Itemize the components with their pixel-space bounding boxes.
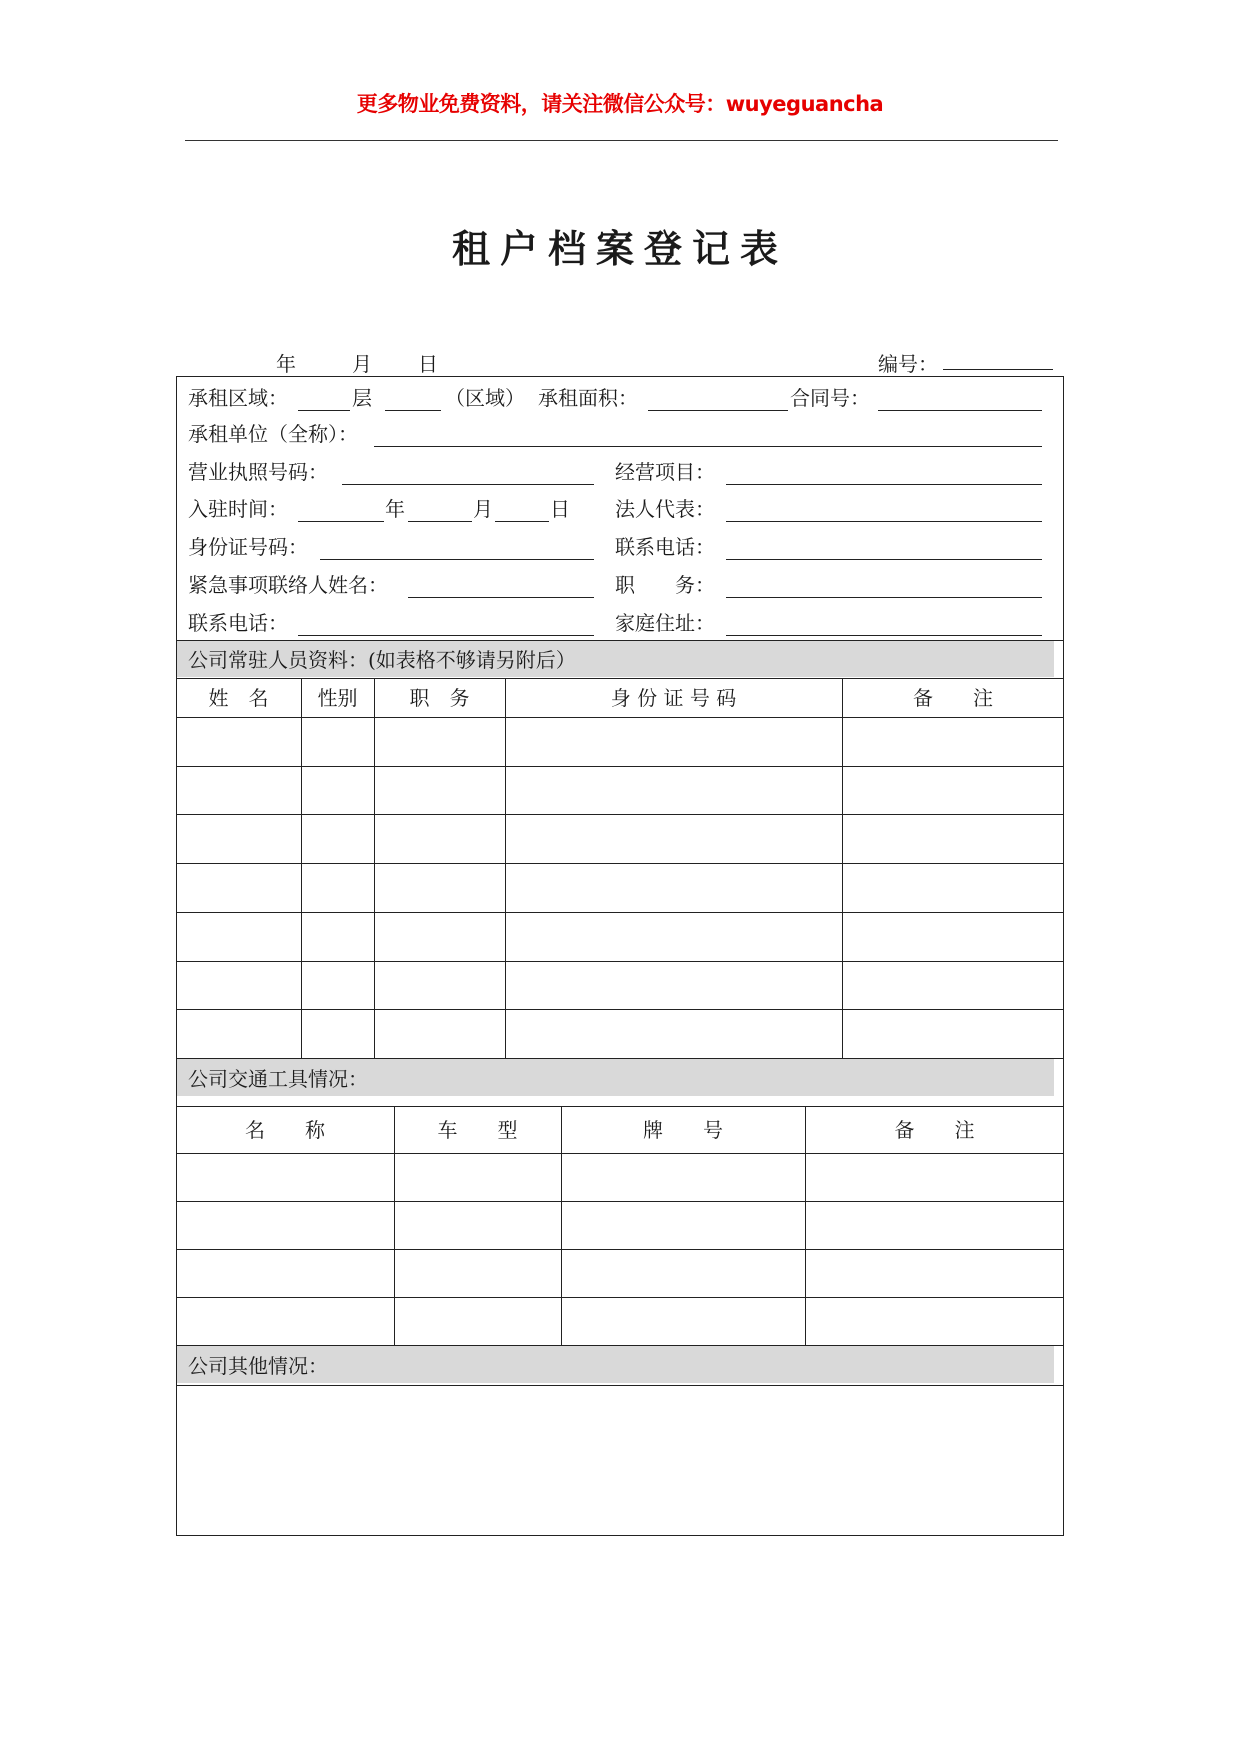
divider xyxy=(176,678,1064,679)
staff-table-cell[interactable] xyxy=(302,913,373,960)
emergency-contact-field[interactable] xyxy=(408,597,594,598)
staff-table-cell[interactable] xyxy=(843,864,1063,911)
staff-table-cell[interactable] xyxy=(302,815,373,862)
staff-table-cell[interactable] xyxy=(302,962,373,1009)
staff-table-cell[interactable] xyxy=(177,815,300,862)
contract-number-field[interactable] xyxy=(878,410,1042,411)
header-rule xyxy=(185,140,1058,141)
emergency-contact-label: 紧急事项联络人姓名： xyxy=(188,573,388,597)
rental-zone-field[interactable] xyxy=(385,410,441,411)
vehicles-table-cell[interactable] xyxy=(395,1250,560,1296)
vehicles-table-cell[interactable] xyxy=(562,1298,804,1344)
vehicles-table-cell[interactable] xyxy=(806,1202,1063,1248)
vehicles-table-cell[interactable] xyxy=(806,1154,1063,1200)
staff-table-cell[interactable] xyxy=(843,1010,1063,1057)
checkin-day-field[interactable] xyxy=(495,521,549,522)
staff-table-cell[interactable] xyxy=(375,962,504,1009)
staff-table-cell[interactable] xyxy=(302,767,373,814)
serial-number-label: 编号： xyxy=(878,352,938,376)
phone2-label: 联系电话： xyxy=(188,611,288,635)
rental-area-size-field[interactable] xyxy=(648,410,788,411)
serial-number-field[interactable] xyxy=(943,369,1053,370)
tenant-name-field[interactable] xyxy=(374,446,1042,447)
staff-table-cell[interactable] xyxy=(302,1010,373,1057)
staff-table-cell[interactable] xyxy=(843,815,1063,862)
header-banner: 更多物业免费资料，请关注微信公众号：wuyeguancha xyxy=(356,92,884,116)
staff-table-cell[interactable] xyxy=(843,718,1063,765)
vehicles-table-cell[interactable] xyxy=(395,1202,560,1248)
staff-header-cell: 职 务 xyxy=(409,685,470,710)
vehicles-table-cell[interactable] xyxy=(177,1202,393,1248)
rental-area-label: 承租区域： xyxy=(188,386,288,410)
staff-section-title: 公司常驻人员资料：(如表格不够请另附后） xyxy=(188,648,576,672)
staff-table-cell[interactable] xyxy=(177,767,300,814)
vehicles-table-cell[interactable] xyxy=(562,1250,804,1296)
staff-header-cell: 性别 xyxy=(317,685,358,710)
staff-header-cell: 姓 名 xyxy=(208,685,269,710)
staff-table-cell[interactable] xyxy=(506,864,841,911)
staff-table-cell[interactable] xyxy=(302,864,373,911)
vehicles-header-cell: 备 注 xyxy=(894,1117,975,1142)
staff-table-cell[interactable] xyxy=(177,718,300,765)
legal-rep-label: 法人代表： xyxy=(615,497,715,521)
staff-table-cell[interactable] xyxy=(843,767,1063,814)
zone-unit: （区域） xyxy=(445,386,525,410)
phone-label: 联系电话： xyxy=(615,535,715,559)
vehicles-table-cell[interactable] xyxy=(395,1298,560,1344)
rental-floor-field[interactable] xyxy=(298,410,350,411)
date-year-label: 年 xyxy=(276,352,296,376)
page-title: 租户档案登记表 xyxy=(451,226,788,271)
staff-table-cell[interactable] xyxy=(177,913,300,960)
staff-table-cell[interactable] xyxy=(506,913,841,960)
floor-unit: 层 xyxy=(352,386,372,410)
contract-number-label: 合同号： xyxy=(790,386,870,410)
business-scope-label: 经营项目： xyxy=(615,460,715,484)
id-number-label: 身份证号码： xyxy=(188,535,308,559)
staff-table-cell[interactable] xyxy=(177,864,300,911)
divider xyxy=(176,1106,1064,1107)
staff-header-cell: 备 注 xyxy=(913,685,993,710)
vehicles-table-cell[interactable] xyxy=(177,1250,393,1296)
staff-table-cell[interactable] xyxy=(506,962,841,1009)
staff-table-cell[interactable] xyxy=(375,1010,504,1057)
vehicles-section-title: 公司交通工具情况： xyxy=(188,1067,368,1091)
legal-rep-field[interactable] xyxy=(726,521,1042,522)
staff-table-cell[interactable] xyxy=(506,1010,841,1057)
rental-area-size-label: 承租面积： xyxy=(538,386,638,410)
other-info-field[interactable] xyxy=(177,1386,1063,1535)
vehicles-header-cell: 牌 号 xyxy=(643,1117,723,1142)
checkin-month-unit: 月 xyxy=(473,497,493,521)
vehicles-header-cell: 车 型 xyxy=(437,1117,518,1142)
vehicles-header-cell: 名 称 xyxy=(245,1117,325,1142)
staff-table-cell[interactable] xyxy=(843,913,1063,960)
staff-table-cell[interactable] xyxy=(375,815,504,862)
staff-table-cell[interactable] xyxy=(506,815,841,862)
staff-table-cell[interactable] xyxy=(375,718,504,765)
checkin-date-label: 入驻时间： xyxy=(188,497,288,521)
checkin-day-unit: 日 xyxy=(550,497,570,521)
vehicles-table-cell[interactable] xyxy=(806,1250,1063,1296)
position-field[interactable] xyxy=(726,597,1042,598)
staff-table-cell[interactable] xyxy=(177,1010,300,1057)
staff-table-cell[interactable] xyxy=(177,962,300,1009)
staff-table-cell[interactable] xyxy=(375,767,504,814)
business-license-label: 营业执照号码： xyxy=(188,460,328,484)
checkin-month-field[interactable] xyxy=(408,521,472,522)
home-address-field[interactable] xyxy=(726,635,1042,636)
staff-table-cell[interactable] xyxy=(843,962,1063,1009)
checkin-year-unit: 年 xyxy=(385,497,405,521)
staff-header-cell: 身 份 证 号 码 xyxy=(610,685,737,710)
other-section-title: 公司其他情况： xyxy=(188,1354,328,1378)
date-day-label: 日 xyxy=(418,352,438,376)
vehicles-table-cell[interactable] xyxy=(562,1202,804,1248)
staff-table-cell[interactable] xyxy=(506,767,841,814)
vehicles-table-cell[interactable] xyxy=(177,1298,393,1344)
staff-table-cell[interactable] xyxy=(506,718,841,765)
id-number-field[interactable] xyxy=(320,559,594,560)
business-scope-field[interactable] xyxy=(726,484,1042,485)
date-month-label: 月 xyxy=(352,352,372,376)
staff-table-cell[interactable] xyxy=(302,718,373,765)
staff-table-cell[interactable] xyxy=(375,913,504,960)
phone-field[interactable] xyxy=(726,559,1042,560)
vehicles-table-cell[interactable] xyxy=(806,1298,1063,1344)
vehicles-table-cell[interactable] xyxy=(562,1154,804,1200)
staff-table-cell[interactable] xyxy=(375,864,504,911)
business-license-field[interactable] xyxy=(342,484,594,485)
tenant-name-label: 承租单位（全称）： xyxy=(188,422,358,446)
vehicles-table-cell[interactable] xyxy=(177,1154,393,1200)
position-label: 职 务： xyxy=(615,573,715,597)
home-address-label: 家庭住址： xyxy=(615,611,715,635)
vehicles-table-cell[interactable] xyxy=(395,1154,560,1200)
phone2-field[interactable] xyxy=(298,635,594,636)
checkin-year-field[interactable] xyxy=(298,521,384,522)
